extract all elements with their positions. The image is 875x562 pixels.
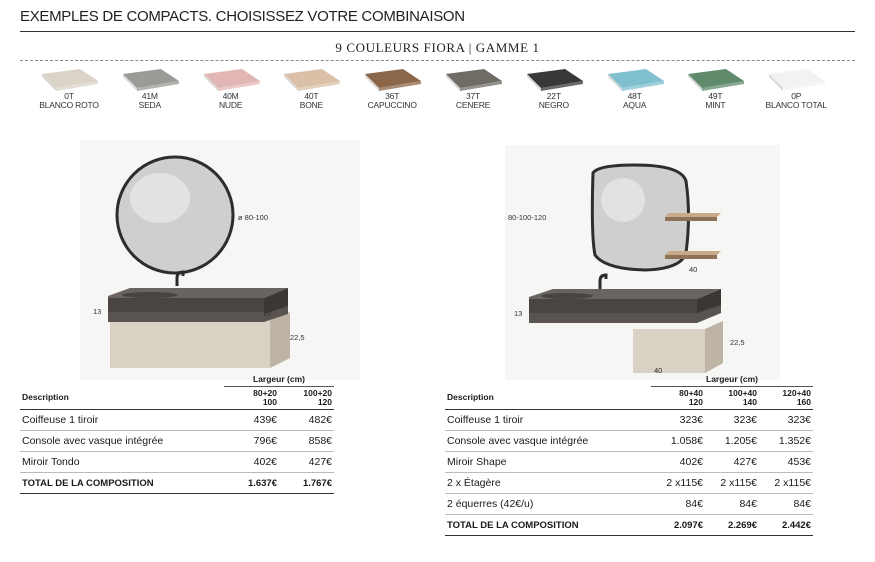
price-cell: 84€: [705, 494, 759, 515]
color-swatch: [191, 66, 271, 110]
row-label: Console avec vasque intégrée: [445, 431, 651, 452]
color-tile-icon: [117, 66, 183, 92]
swatch-name: BONE: [299, 100, 324, 110]
price-cell: 1.352€: [759, 431, 813, 452]
swatch-code: 40M: [222, 91, 239, 101]
swatch-code: 0T: [64, 91, 74, 101]
table-row: [445, 494, 813, 515]
right-depth-dimension: 13: [514, 309, 523, 318]
price-cell: 1.205€: [705, 431, 759, 452]
left-drawer-height-dimension: 22,5: [290, 333, 305, 342]
price-cell: 2.269€: [705, 515, 759, 536]
price-cell: 482€: [279, 410, 334, 431]
column-header: 100+20 120: [279, 387, 334, 410]
color-tile-icon: [278, 66, 344, 92]
color-range-subtitle: 9 COULEURS FIORA | GAMME 1: [335, 40, 540, 55]
price-cell: 2 x115€: [651, 473, 705, 494]
color-tile-icon: [602, 66, 668, 92]
right-shelf-dimension: 40: [689, 265, 698, 274]
color-tile-icon: [359, 66, 425, 92]
swatch-code: 22T: [546, 91, 561, 101]
largeur-header: Largeur (cm): [651, 372, 813, 387]
price-cell: 1.058€: [651, 431, 705, 452]
color-swatch: [29, 66, 109, 110]
swatch-name: NEGRO: [538, 100, 569, 110]
row-label: Miroir Tondo: [20, 452, 224, 473]
left-mirror-dimension: ø 80-100: [238, 213, 269, 222]
column-header: 120+40 160: [759, 387, 813, 410]
page-title: EXEMPLES DE COMPACTS. CHOISISSEZ VOTRE COMBINAISON: [20, 8, 465, 25]
left-depth-dimension: 13: [93, 307, 102, 316]
right-mirror-dimension: 80-100-120: [508, 213, 547, 222]
table-row: [20, 431, 334, 452]
swatch-name: NUDE: [218, 100, 243, 110]
right-drawer-height-dimension: 22,5: [730, 338, 745, 347]
row-label: Coiffeuse 1 tiroir: [445, 410, 651, 431]
swatch-name: CAPUCCINO: [367, 100, 417, 110]
swatch-code: 48T: [627, 91, 642, 101]
left-composition-image: [80, 140, 360, 380]
swatch-name: MINT: [705, 100, 726, 110]
price-cell: 323€: [651, 410, 705, 431]
color-tile-icon: [36, 66, 102, 92]
total-row: [445, 515, 813, 536]
row-label: 2 équerres (42€/u): [445, 494, 651, 515]
price-cell: 453€: [759, 452, 813, 473]
right-drawer-width-dimension: 40: [654, 366, 663, 375]
description-header: Description: [20, 387, 224, 410]
left-price-table: [20, 372, 334, 494]
row-label: Coiffeuse 1 tiroir: [20, 410, 224, 431]
swatch-code: 40T: [304, 91, 319, 101]
color-swatch: [514, 66, 594, 110]
column-header: 80+40 120: [651, 387, 705, 410]
color-tile-icon: [198, 66, 264, 92]
price-cell: 858€: [279, 431, 334, 452]
color-swatch: [675, 66, 755, 110]
left-scene-drawing: [80, 140, 360, 380]
price-cell: 84€: [759, 494, 813, 515]
price-cell: 2.097€: [651, 515, 705, 536]
title-divider: [20, 31, 855, 32]
swatch-code: 49T: [708, 91, 723, 101]
total-row: [20, 473, 334, 494]
color-swatch: [271, 66, 351, 110]
color-swatch: [756, 66, 836, 110]
swatch-name: AQUA: [622, 100, 647, 110]
swatch-code: 41M: [141, 91, 158, 101]
largeur-header: Largeur (cm): [224, 372, 334, 387]
swatch-name: CENERE: [455, 100, 491, 110]
row-label: 2 x Étagère: [445, 473, 651, 494]
price-cell: 427€: [279, 452, 334, 473]
table-row: [445, 431, 813, 452]
price-cell: 323€: [759, 410, 813, 431]
price-cell: 2 x115€: [759, 473, 813, 494]
color-tile-icon: [763, 66, 829, 92]
swatch-name: BLANCO TOTAL: [765, 100, 827, 110]
color-tile-icon: [682, 66, 748, 92]
table-row: [445, 452, 813, 473]
price-cell: 2 x115€: [705, 473, 759, 494]
dashed-divider: [20, 60, 855, 61]
price-cell: 439€: [224, 410, 279, 431]
row-label: TOTAL DE LA COMPOSITION: [20, 473, 224, 494]
row-label: Console avec vasque intégrée: [20, 431, 224, 452]
price-cell: 1.637€: [224, 473, 279, 494]
swatch-code: 0P: [791, 91, 802, 101]
right-price-table: [445, 372, 813, 536]
column-header: 100+40 140: [705, 387, 759, 410]
table-row: [445, 410, 813, 431]
left-console-height-dimension: 20: [263, 309, 272, 318]
table-row: [20, 410, 334, 431]
swatch-name: BLANCO ROTO: [39, 100, 99, 110]
price-cell: 84€: [651, 494, 705, 515]
description-header: Description: [445, 387, 651, 410]
swatch-name: SEDA: [138, 100, 161, 110]
price-cell: 1.767€: [279, 473, 334, 494]
column-header: 80+20 100: [224, 387, 279, 410]
color-swatch: [595, 66, 675, 110]
color-swatch: [110, 66, 190, 110]
row-label: TOTAL DE LA COMPOSITION: [445, 515, 651, 536]
price-cell: 427€: [705, 452, 759, 473]
price-cell: 323€: [705, 410, 759, 431]
color-tile-icon: [521, 66, 587, 92]
color-swatch: [352, 66, 432, 110]
price-cell: 402€: [651, 452, 705, 473]
row-label: Miroir Shape: [445, 452, 651, 473]
table-row: [445, 473, 813, 494]
table-row: [20, 452, 334, 473]
swatch-code: 37T: [465, 91, 481, 101]
price-cell: 402€: [224, 452, 279, 473]
price-cell: 796€: [224, 431, 279, 452]
swatch-code: 36T: [385, 91, 400, 101]
color-tile-icon: [440, 66, 506, 92]
color-swatch: [433, 66, 513, 110]
price-cell: 2.442€: [759, 515, 813, 536]
